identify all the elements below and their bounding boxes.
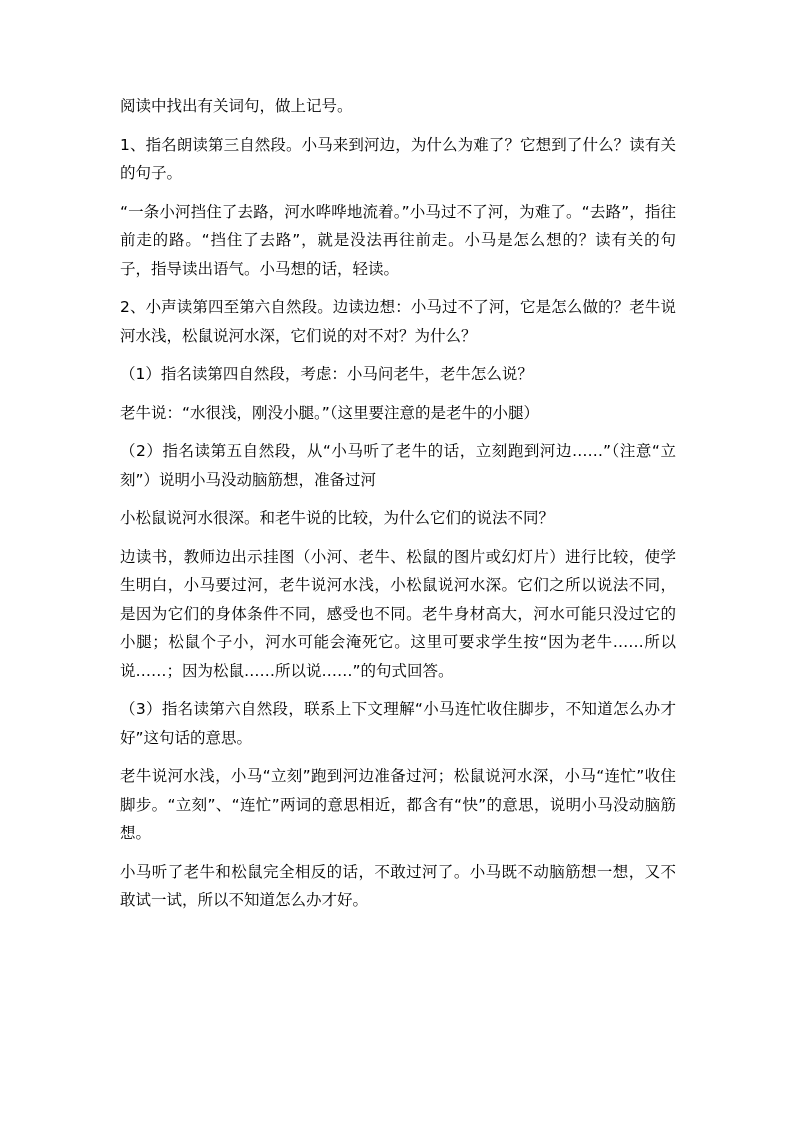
paragraph-conclusion: 小马听了老牛和松鼠完全相反的话，不敢过河了。小马既不动脑筋想一想，又不敢试一试，所以不知道怎么办才好。 xyxy=(120,862,676,909)
paragraph-squirrel-compare: 小松鼠说河水很深。和老牛说的比较，为什么它们的说法不同？ xyxy=(120,509,555,527)
document-body xyxy=(120,92,676,925)
paragraph-step-1-detail: “一条小河挡住了去路，河水哗哗地流着。”小马过不了河，为难了。“去路”，指往前走的路。“挡住了去路”，就是没法再往前走。小马是怎么想的？读有关的句子，指导读出语气。小马想的话，轻读。 xyxy=(120,202,676,278)
paragraph-intro: 阅读中找出有关词句，做上记号。 xyxy=(120,97,353,115)
paragraph-step-1: 1、指名朗读第三自然段。小马来到河边，为什么为难了？它想到了什么？读有关的句子。 xyxy=(120,135,676,182)
paragraph-step-2-part-3: （3）指名读第六自然段，联系上下文理解“小马连忙收住脚步，不知道怎么办才好”这句话的意思。 xyxy=(120,700,676,747)
paragraph-teacher-explanation: 边读书，教师边出示挂图（小河、老牛、松鼠的图片或幻灯片）进行比较，使学生明白，小马要过河，老牛说河水浅，小松鼠说河水深。它们之所以说法不同，是因为它们的身体条件不同，感受也不同。老牛身材高大，河水可能只没过它的小腿；松鼠个子小，河水可能会淹死它。这里可要求学生按“因为老牛……所以说……；因为松鼠……所以说……”的句式回答。 xyxy=(120,547,676,680)
paragraph-step-2-part-2: （2）指名读第五自然段，从“小马听了老牛的话，立刻跑到河边……”（注意“立刻”）说明小马没动脑筋想，准备过河 xyxy=(120,442,676,489)
paragraph-word-analysis: 老牛说河水浅，小马“立刻”跑到河边准备过河；松鼠说河水深，小马“连忙”收住脚步。“立刻”、“连忙”两词的意思相近，都含有“快”的意思，说明小马没动脑筋想。 xyxy=(120,767,676,842)
paragraph-step-2: 2、小声读第四至第六自然段。边读边想：小马过不了河，它是怎么做的？老牛说河水浅，松鼠说河水深，它们说的对不对？为什么？ xyxy=(120,298,676,345)
paragraph-ox-quote: 老牛说：“水很浅，刚没小腿。”（这里要注意的是老牛的小腿） xyxy=(120,403,540,422)
paragraph-step-2-part-1: （1）指名读第四自然段，考虑：小马问老牛，老牛怎么说？ xyxy=(120,365,533,383)
